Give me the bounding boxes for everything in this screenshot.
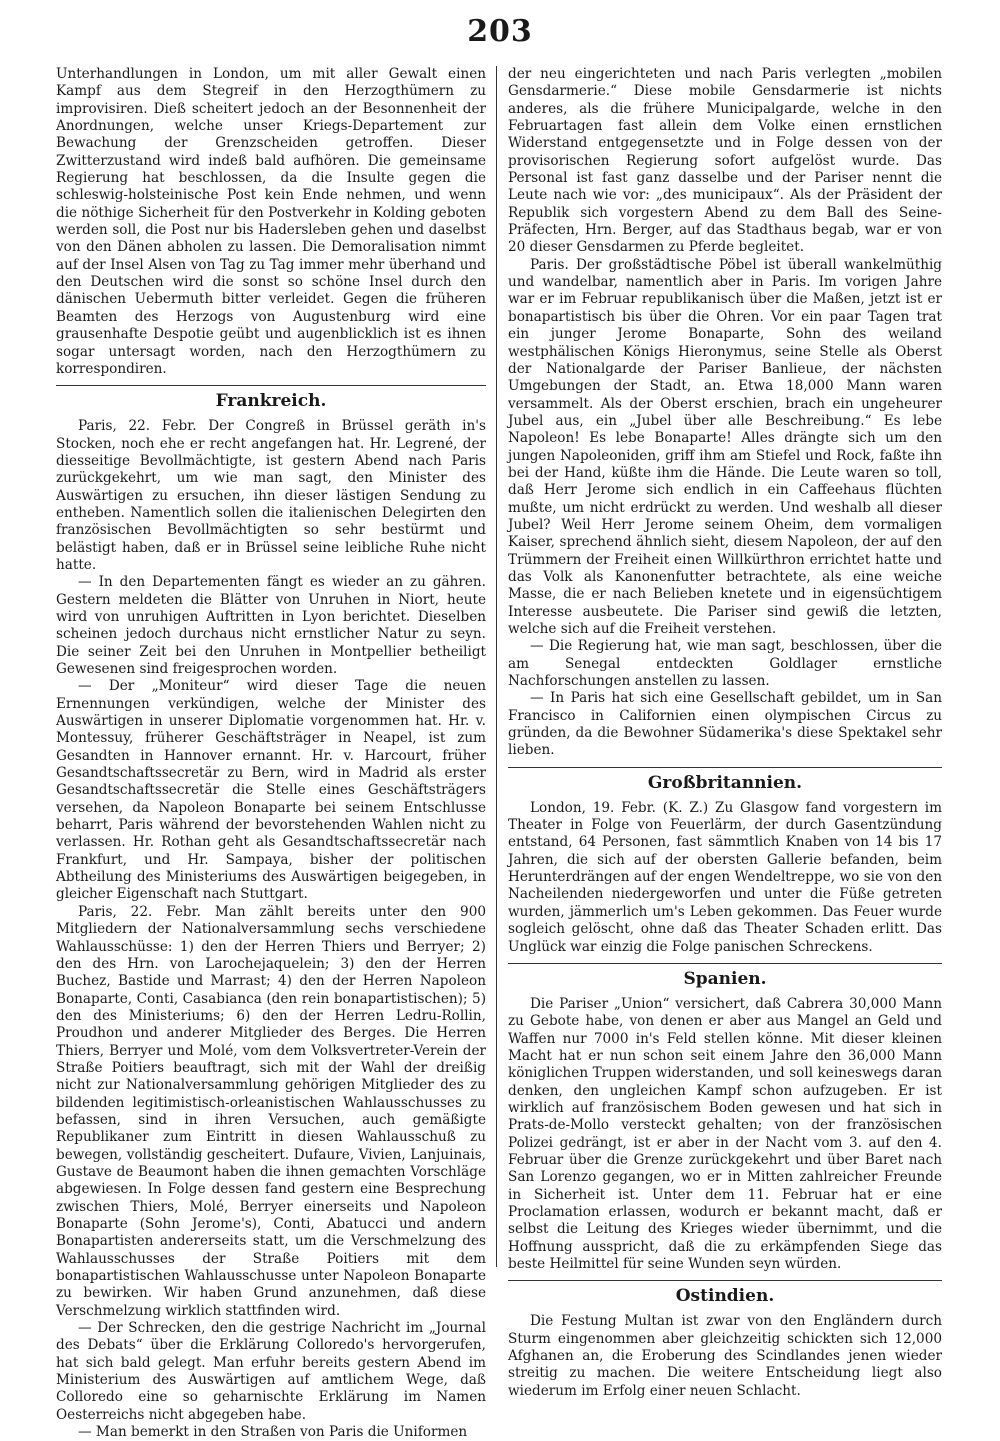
section-heading-ostindien: Ostindien. (508, 1280, 942, 1307)
section-heading-spanien: Spanien. (508, 963, 942, 990)
article-paragraph: — Man bemerkt in den Straßen von Paris die Uniformen (78, 1424, 468, 1441)
article-paragraph: — In den Departementen fängt es wieder an zu gähren. Gestern meldeten die Blätter von Unruhen in Niort, heute wird von unruhigen Auftritten in Lyon berichtet. Dieselben scheinen jedoch durchaus nicht ernstlicher Natur zu seyn. Die seiner Zeit bei den Unruhen in Montpellier betheiligt Gewesenen sind freigesprochen worden. (56, 574, 486, 677)
article-paragraph: Die Festung Multan ist zwar von den Engländern durch Sturm eingenommen aber gleichzeitig schickten sich 12,000 Afghanen an, die Eroberung des Scindlandes jenen wieder streitig zu machen. Die weitere Entscheidung liegt also wiederum im Erfolg einer neuen Schlacht. (508, 1313, 942, 1399)
article-paragraph: — Der Schrecken, den die gestrige Nachricht im „Journal des Debats“ über die Erklärung Colloredo's hervorgerufen, hat sich bald gelegt. Man erfuhr bereits gestern Abend im Ministerium des Auswärtigen auf amtlichem Wege, daß Colloredo eine so geharnischte Erklärung im Namen Oesterreichs nicht abgegeben habe. (56, 1320, 486, 1423)
article-paragraph: Paris, 22. Febr. Der Congreß in Brüssel geräth in's Stocken, noch ehe er recht angefangen hat. Hr. Legrené, der diesseitige Bevollmächtigte, ist gestern Abend nach Paris zurückgekehrt, um wie man sagt, den Minister des Auswärtigen zu ersuchen, ihn dieser lästigen Sendung zu entheben. Namentlich sollen die italienischen Delegirten den französischen Bevollmächtigten so sehr bestürmt und belästigt haben, daß er in Brüssel seine leibliche Ruhe nicht hatte. (56, 418, 486, 573)
page-number: 203 (467, 14, 533, 49)
article-paragraph: Paris, 22. Febr. Man zählt bereits unter den 900 Mitgliedern der Nationalversammlung sechs verschiedene Wahlausschüsse: 1) den der Herren Thiers und Berryer; 2) den des Hrn. von Larochejaquelein; 3) den der Herren Buchez, Bastide und Marrast; 4) den der Herren Napoleon Bonaparte, Conti, Casabianca (den rein bonapartistischen); 5) den des Ministeriums; 6) den der Herren Ledru-Rollin, Proudhon und anderer Mitglieder des Berges. Die Herren Thiers, Berryer und Molé, vom dem Volksvertreter-Verein der Straße Poitiers beauftragt, sich mit der Wahl der dreißig nicht zur Nationalversammlung gehörigen Mitglieder des zu bildenden legitimistisch-orleanistischen Wahlausschusses zu befassen, sind in ihren Versuchen, auch gemäßigte Republikaner zum Eintritt in diesen Wahlausschuß zu bewegen, vollständig gescheitert. Dufaure, Vivien, Lanjuinais, Gustave de Beaumont haben die ihnen gemachten Vorschläge abgewiesen. In Folge dessen fand gestern eine Besprechung zwischen Thiers, Molé, Berryer einerseits und Napoleon Bonaparte (Sohn Jerome's), Conti, Abatucci und andern Bonapartisten andererseits statt, um die Verschmelzung des Wahlausschusses der Straße Poitiers mit dem bonapartistischen Wahlausschusse unter Napoleon Bonaparte zu bewirken. Wir haben Grund anzunehmen, daß diese Verschmelzung wirklich stattfinden wird. (56, 903, 486, 1319)
section-heading-frankreich: Frankreich. (56, 385, 486, 412)
article-paragraph: Unterhandlungen in London, um mit aller Gewalt einen Kampf aus dem Stegreif in den Herzogthümern zu improvisiren. Dieß scheitert jedoch an der Besonnenheit der Anordnungen, welche unser Kriegs-Departement zur Bewachung der Grenzscheiden getroffen. Dieser Zwitterzustand wird indeß bald aufhören. Die gemeinsame Regierung hat beschlossen, da die Insulte gegen die schleswig-holsteinische Post kein Ende nehmen, und wenn die nöthige Sicherheit für den Postverkehr in Kolding geboten werden soll, die Post nur bis Hadersleben gehen und daselbst von den Dänen abholen zu lassen. Die Demoralisation nimmt auf der Insel Alsen von Tag zu Tag immer mehr überhand und den Deutschen wird die sonst so schöne Insel durch den dänischen Uebermuth bitter verleidet. Gegen die früheren Beamten des Herzogs von Augustenburg wird eine grausenhafte Despotie geübt und augenblicklich ist es ihnen sogar untersagt worden, nach den Herzogthümern zu korrespondiren. (56, 66, 486, 377)
article-paragraph: der neu eingerichteten und nach Paris verlegten „mobilen Gensdarmerie.“ Diese mobile Gensdarmerie ist nichts anderes, als die frühere Municipalgarde, welche in den Februartagen fast allein dem Volke einen ernstlichen Widerstand entgegensetzte und in Folge dessen von der provisorischen Regierung sofort aufgelöst wurde. Das Personal ist fast ganz dasselbe und der Pariser nennt die Leute nach wie vor: „des municipaux“. Als der Präsident der Republik sich vorgestern Abend zu dem Ball des Seine-Präfecten, Hrn. Berger, auf das Stadthaus begab, war er von 20 dieser Gensdarmen zu Pferde begleitet. (508, 66, 942, 256)
article-paragraph: Die Pariser „Union“ versichert, daß Cabrera 30,000 Mann zu Gebote habe, von denen er aber aus Mangel an Geld und Waffen nur 7000 in's Feld stellen könne. Mit dieser kleinen Macht hat er nun schon seit einem Jahre den 36,000 Mann königlichen Truppen widerstanden, und soll keineswegs daran denken, den ungleichen Kampf schon aufzugeben. Er ist wirklich auf französischem Boden gewesen und hat sich in Prats-de-Mollo versteckt gehalten; von der französischen Polizei gedrängt, ist er aber in der Nacht vom 3. auf den 4. Februar über die Grenze zurückgekehrt und über Baret nach San Lorenzo gegangen, wo er in Mitten zahlreicher Freunde in Sicherheit ist. Unter dem 11. Februar hat er eine Proclamation erlassen, wodurch er bekannt macht, daß er selbst die Leitung des Krieges wieder übernimmt, und die Hoffnung ausspricht, daß die zu erkämpfenden Siege das beste Heilmittel für seine Wunden seyn würden. (508, 995, 942, 1272)
left-column (56, 66, 486, 1441)
article-paragraph: — Der „Moniteur“ wird dieser Tage die neuen Ernennungen verkündigen, welche der Minister des Auswärtigen in unserer Diplomatie vorgenommen hat. Hr. v. Montessuy, früherer Geschäftsträger in Neapel, ist zum Gesandten in Hannover ernannt. Hr. v. Harcourt, früher Gesandtschaftssecretär zu Bern, wird in Madrid als erster Gesandtschaftssecretär die Stelle eines Geschäftsträgers versehen, da Napoleon Bonaparte bei seinem Entschlusse beharrt, Paris während der bevorstehenden Wahlen nicht zu verlassen. Hr. Rothan geht als Gesandtschaftssecretär nach Frankfurt, und Hr. Sampaya, bisher der politischen Abtheilung des Ministeriums des Auswärtigen beigegeben, in gleicher Eigenschaft nach Stuttgart. (56, 678, 486, 903)
article-paragraph: Paris. Der großstädtische Pöbel ist überall wankelmüthig und wandelbar, namentlich aber in Paris. Im vorigen Jahre war er im Februar republikanisch über die Maßen, jetzt ist er bonapartistisch bis über die Ohren. Vor ein paar Tagen trat ein junger Jerome Bonaparte, Sohn des weiland westphälischen Königs Hieronymus, seine Stelle als Oberst der Nationalgarde der Pariser Banlieue, der nächsten Umgebungen der Stadt, an. Etwa 18,000 Mann waren versammelt. Als der Oberst erschien, brach ein ungeheurer Jubel aus, ein „Jubel über alle Beschreibung.“ Es lebe Napoleon! Es lebe Bonaparte! Alles drängte sich um den jungen Napoleoniden, griff ihm am Stiefel und Rock, faßte ihn bei der Hand, küßte ihm die Hände. Die Leute waren so toll, daß Herr Jerome sich endlich in ein Caffeehaus flüchten mußte, um nicht erdrückt zu werden. Und weshalb all dieser Jubel? Weil Herr Jerome seinem Oheim, dem vormaligen Kaiser, sprechend ähnlich sieht, diesem Napoleon, der auf den Trümmern der Freiheit einen Willkürthron errichtet hatte und das Volk als Kanonenfutter betrachtete, als eine weiche Masse, die er nach Belieben knetete und in eigensüchtigem Interesse ausbeutete. Die Pariser sind gewiß die letzten, welche sich auf die Freiheit verstehen. (508, 256, 942, 637)
article-paragraph: — Die Regierung hat, wie man sagt, beschlossen, über die am Senegal entdeckten Goldlager ernstliche Nachforschungen anstellen zu lassen. (508, 638, 942, 690)
right-column (508, 66, 942, 1399)
article-paragraph: London, 19. Febr. (K. Z.) Zu Glasgow fand vorgestern im Theater in Folge von Feuerlärm, der durch Gasentzündung entstand, 64 Personen, fast sämmtlich Knaben von 14 bis 17 Jahren, die sich auf der obersten Gallerie befanden, beim Herunterdrängen auf der engen Wendeltreppe, wo sie von den Nacheilenden niedergeworfen und unter die Füße getreten wurden, jämmerlich um's Leben gekommen. Das Feuer wurde sogleich gelöscht, ohne daß das Theater Schaden erlitt. Das Unglück war einzig die Folge panischen Schreckens. (508, 799, 942, 955)
column-divider (496, 66, 497, 1267)
section-heading-grossbritannien: Großbritannien. (508, 767, 942, 794)
article-paragraph: — In Paris hat sich eine Gesellschaft gebildet, um in San Francisco in Californien einen olympischen Circus zu gründen, da die Bewohner Südamerika's diese Spektakel sehr lieben. (508, 690, 942, 759)
